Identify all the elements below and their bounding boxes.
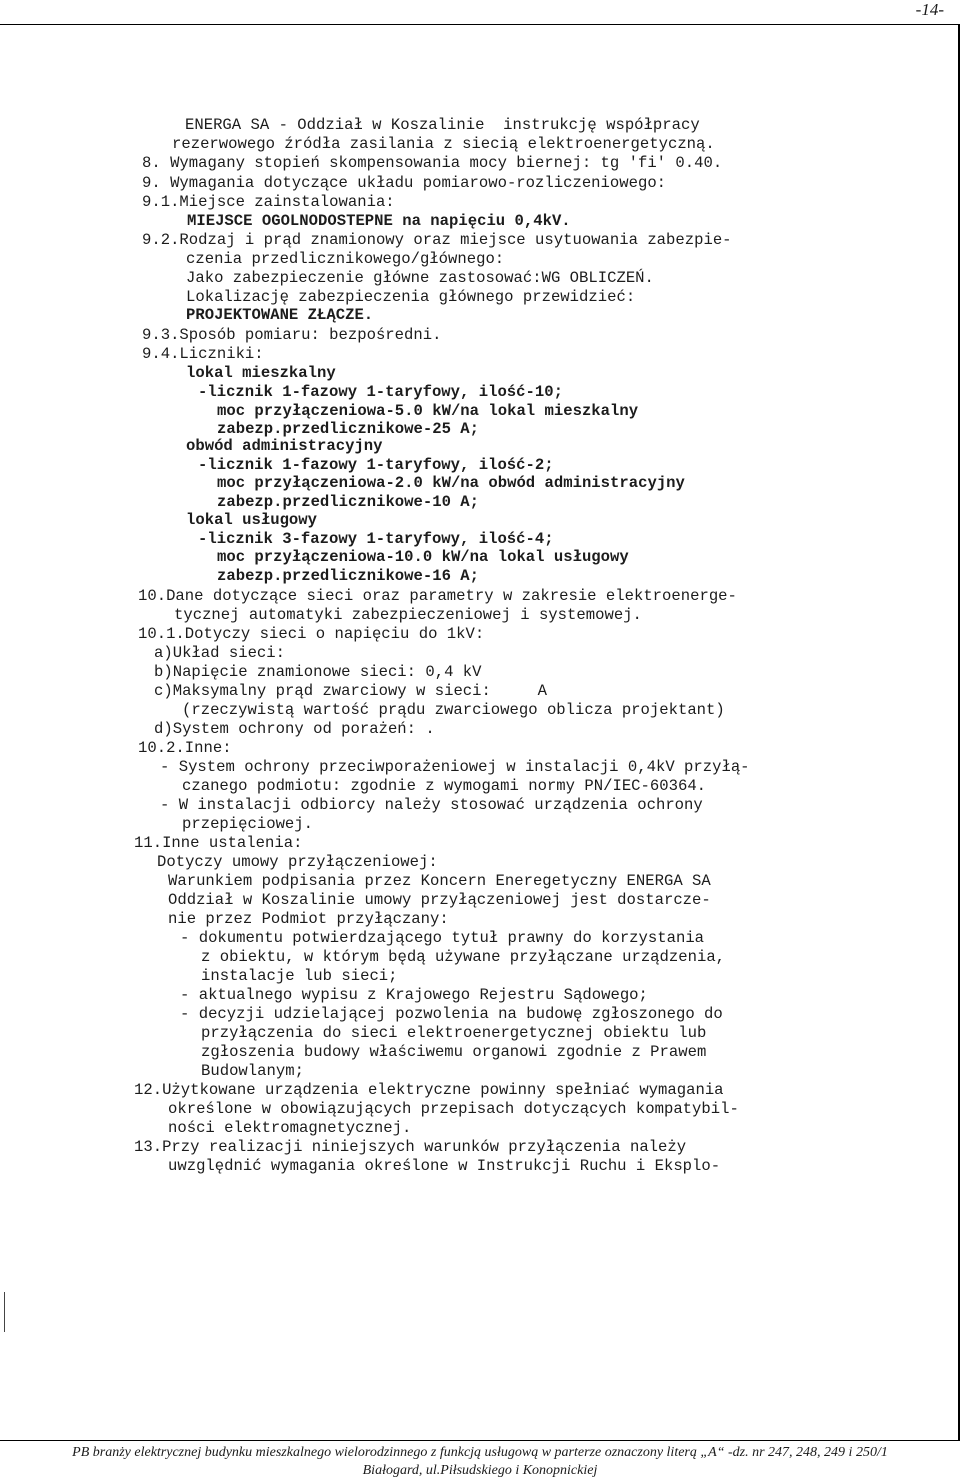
text-line: z obiektu, w którym będą używane przyłączane urządzenia, bbox=[201, 948, 726, 966]
text-line: zgłoszenia budowy właściwemu organowi zgodnie z Prawem bbox=[201, 1043, 707, 1061]
text-line: moc przyłączeniowa-5.0 kW/na lokal mieszkalny bbox=[217, 402, 639, 420]
text-line: 9.1.Miejsce zainstalowania: bbox=[142, 193, 395, 211]
text-line: 8. Wymagany stopień skompensowania mocy biernej: tg 'fi' 0.40. bbox=[142, 154, 723, 172]
text-line: 10.Dane dotyczące sieci oraz parametry w zakresie elektroenerge- bbox=[138, 587, 737, 605]
footer-address: Białogard, ul.Piłsudskiego i Konopnickiej bbox=[362, 1463, 598, 1478]
text-line: Jako zabezpieczenie główne zastosować:WG OBLICZEŃ. bbox=[186, 269, 654, 287]
text-line: 13.Przy realizacji niniejszych warunków przyłączenia należy bbox=[134, 1138, 687, 1156]
text-line: lokal usługowy bbox=[186, 511, 318, 529]
text-line: -licznik 3-fazowy 1-taryfowy, ilość-4; bbox=[198, 530, 554, 548]
text-line: zabezp.przedlicznikowe-10 A; bbox=[217, 493, 480, 511]
text-line: - aktualnego wypisu z Krajowego Rejestru Sądowego; bbox=[180, 986, 648, 1004]
text-line: 10.2.Inne: bbox=[138, 739, 232, 757]
text-line: Warunkiem podpisania przez Koncern Eneregetyczny ENERGA SA bbox=[168, 872, 711, 890]
text-line: moc przyłączeniowa-2.0 kW/na obwód administracyjny bbox=[217, 474, 685, 492]
text-line: Budowlanym; bbox=[201, 1062, 304, 1080]
text-line: 10.1.Dotyczy sieci o napięciu do 1kV: bbox=[138, 625, 485, 643]
text-line: określone w obowiązujących przepisach dotyczących kompatybil- bbox=[168, 1100, 739, 1118]
text-line: 9.4.Liczniki: bbox=[142, 345, 264, 363]
text-line: PROJEKTOWANE ZŁĄCZE. bbox=[186, 306, 374, 324]
text-line: c)Maksymalny prąd zwarciowy w sieci: A bbox=[154, 682, 548, 700]
text-line: - System ochrony przeciwporażeniowej w instalacji 0,4kV przyłą- bbox=[160, 758, 750, 776]
text-line: czanego podmiotu: zgodnie z wymogami normy PN/IEC-60364. bbox=[182, 777, 707, 795]
text-line: tycznej automatyki zabezpieczeniowej i systemowej. bbox=[174, 606, 642, 624]
text-line: uwzględnić wymagania określone w Instrukcji Ruchu i Eksplo- bbox=[168, 1157, 721, 1175]
text-line: zabezp.przedlicznikowe-16 A; bbox=[217, 567, 480, 585]
footer-rule bbox=[0, 1440, 960, 1441]
text-line: 9.3.Sposób pomiaru: bezpośredni. bbox=[142, 326, 442, 344]
text-line: 9.2.Rodzaj i prąd znamionowy oraz miejsce usytuowania zabezpie- bbox=[142, 231, 732, 249]
text-line: b)Napięcie znamionowe sieci: 0,4 kV bbox=[154, 663, 482, 681]
text-line: nie przez Podmiot przyłączany: bbox=[168, 910, 449, 928]
text-line: Dotyczy umowy przyłączeniowej: bbox=[157, 853, 438, 871]
text-line: MIEJSCE OGOLNODOSTEPNE na napięciu 0,4kV. bbox=[187, 212, 571, 230]
text-line: ENERGA SA - Oddział w Koszalinie instrukcję współpracy bbox=[185, 116, 700, 134]
header-rule bbox=[0, 24, 960, 25]
text-line: zabezp.przedlicznikowe-25 A; bbox=[217, 420, 480, 438]
text-line: 12.Użytkowane urządzenia elektryczne powinny spełniać wymagania bbox=[134, 1081, 724, 1099]
footer-project-title: PB branży elektrycznej budynku mieszkalnego wielorodzinnego z funkcją usługową w parterze oznaczony literą „A“ -dz. nr 247, 248, 249 i 250/1 bbox=[72, 1445, 888, 1460]
text-line: -licznik 1-fazowy 1-taryfowy, ilość-10; bbox=[198, 383, 563, 401]
text-line: przepięciowej. bbox=[182, 815, 314, 833]
text-line: (rzeczywistą wartość prądu zwarciowego oblicza projektant) bbox=[182, 701, 725, 719]
text-line: ności elektromagnetycznej. bbox=[168, 1119, 412, 1137]
text-line: 11.Inne ustalenia: bbox=[134, 834, 303, 852]
text-line: 9. Wymagania dotyczące układu pomiarowo-rozliczeniowego: bbox=[142, 174, 667, 192]
text-line: - W instalacji odbiorcy należy stosować urządzenia ochrony bbox=[160, 796, 703, 814]
page-footer bbox=[0, 1444, 960, 1480]
text-line: lokal mieszkalny bbox=[186, 364, 336, 382]
text-line: czenia przedlicznikowego/głównego: bbox=[186, 250, 505, 268]
text-line: d)System ochrony od porażeń: . bbox=[154, 720, 435, 738]
text-line: - dokumentu potwierdzającego tytuł prawny do korzystania bbox=[180, 929, 705, 947]
text-line: a)Układ sieci: bbox=[154, 644, 286, 662]
page-number: -14- bbox=[915, 0, 944, 19]
text-line: -licznik 1-fazowy 1-taryfowy, ilość-2; bbox=[198, 456, 554, 474]
text-line: moc przyłączeniowa-10.0 kW/na lokal usługowy bbox=[217, 548, 629, 566]
text-line: instalacje lub sieci; bbox=[201, 967, 398, 985]
text-line: przyłączenia do sieci elektroenergetycznej obiektu lub bbox=[201, 1024, 707, 1042]
text-line: - decyzji udzielającej pozwolenia na budowę zgłoszonego do bbox=[180, 1005, 723, 1023]
text-line: Lokalizację zabezpieczenia głównego przewidzieć: bbox=[186, 288, 636, 306]
text-line: Oddział w Koszalinie umowy przyłączeniowej jest dostarcze- bbox=[168, 891, 711, 909]
scan-left-mark bbox=[4, 1292, 5, 1332]
text-line: obwód administracyjny bbox=[186, 437, 383, 455]
text-line: rezerwowego źródła zasilania z siecią elektroenergetyczną. bbox=[172, 135, 715, 153]
